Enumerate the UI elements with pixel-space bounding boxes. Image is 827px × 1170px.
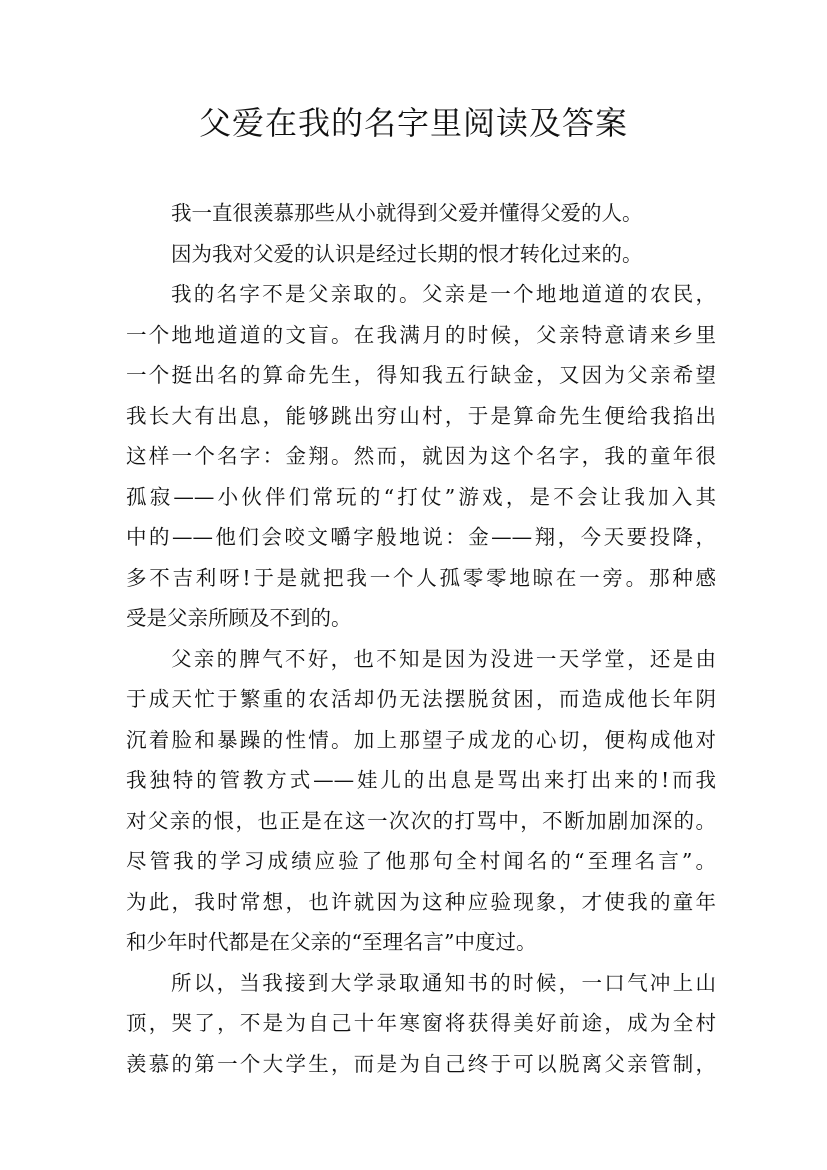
text-line: 受是父亲所顾及不到的。 xyxy=(126,606,352,630)
document-body xyxy=(126,193,716,1084)
text-line: 孤寂——小伙伴们常玩的“打仗”游戏，是不会让我加入其 xyxy=(126,484,716,509)
text-line: 一个挺出名的算命先生，得知我五行缺金，又因为父亲希望 xyxy=(126,363,716,387)
text-line: 对父亲的恨，也正是在这一次次的打骂中，不断加剧加深的。 xyxy=(126,808,716,833)
text-line: 和少年时代都是在父亲的“至理名言”中度过。 xyxy=(126,930,537,954)
document-title: 父爱在我的名字里阅读及答案 xyxy=(198,104,628,142)
text-line: 尽管我的学习成绩应验了他那句全村闻名的“至理名言”。 xyxy=(126,849,716,873)
text-line: 顶，哭了，不是为自己十年寒窗将获得美好前途，成为全村 xyxy=(126,1011,716,1035)
text-line: 羡慕的第一个大学生，而是为自己终于可以脱离父亲管制， xyxy=(126,1051,716,1076)
text-line: 一个地地道道的文盲。在我满月的时候，父亲特意请来乡里 xyxy=(126,322,716,347)
text-line: 我的名字不是父亲取的。父亲是一个地地道道的农民， xyxy=(171,282,716,306)
text-line: 中的——他们会咬文嚼字般地说：金——翔，今天要投降， xyxy=(126,525,716,549)
text-line: 所以，当我接到大学录取通知书的时候，一口气冲上山 xyxy=(171,970,716,995)
text-line: 于成天忙于繁重的农活却仍无法摆脱贫困，而造成他长年阴 xyxy=(126,687,716,711)
text-line: 我独特的管教方式——娃儿的出息是骂出来打出来的!而我 xyxy=(126,768,716,792)
text-line: 这样一个名字：金翔。然而，就因为这个名字，我的童年很 xyxy=(126,444,716,468)
text-line: 因为我对父爱的认识是经过长期的恨才转化过来的。 xyxy=(171,241,643,266)
text-line: 我长大有出息，能够跳出穷山村，于是算命先生便给我掐出 xyxy=(126,403,716,428)
text-line: 沉着脸和暴躁的性情。加上那望子成龙的心切，便构成他对 xyxy=(126,727,716,752)
text-line: 父亲的脾气不好，也不知是因为没进一天学堂，还是由 xyxy=(171,646,716,671)
text-line: 为此，我时常想，也许就因为这种应验现象，才使我的童年 xyxy=(126,889,716,914)
text-line: 我一直很羡慕那些从小就得到父爱并懂得父爱的人。 xyxy=(171,201,643,225)
text-line: 多不吉利呀!于是就把我一个人孤零零地晾在一旁。那种感 xyxy=(126,565,716,590)
